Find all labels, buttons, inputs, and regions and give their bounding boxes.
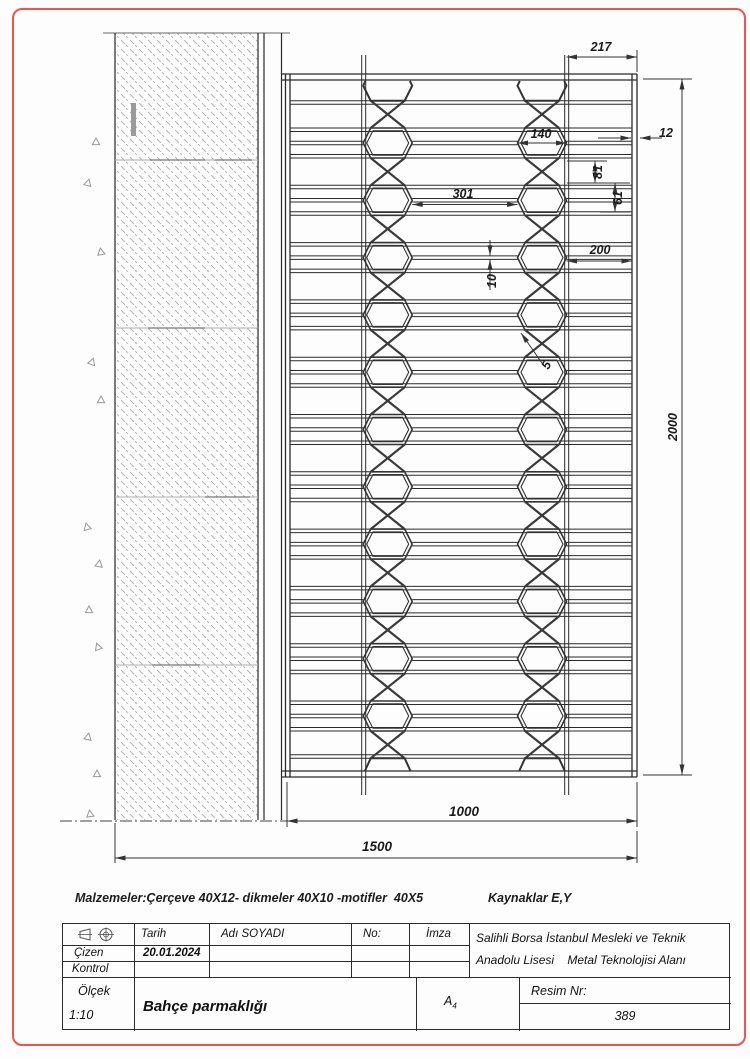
dim-1000: 1000 <box>448 804 480 819</box>
olcek-label: Ölçek <box>78 984 110 998</box>
wall-section <box>60 33 290 821</box>
drawing-title: Bahçe parmaklığı <box>143 998 268 1015</box>
resim-nr-label: Resim Nr: <box>531 984 587 998</box>
tarih-value: 20.01.2024 <box>143 947 201 959</box>
dim-217: 217 <box>590 40 612 54</box>
fence-pattern <box>282 55 637 795</box>
dim-12: 12 <box>659 126 673 140</box>
dim-2000: 2000 <box>666 413 680 441</box>
school-name-line1: Salihli Borsa İstanbul Mesleki ve Teknik <box>476 931 686 945</box>
title-block <box>62 923 730 1030</box>
dim-301: 301 <box>452 187 474 201</box>
dim-81: 81 <box>591 165 605 179</box>
tarih-label: Tarih <box>141 928 167 940</box>
dim-200: 200 <box>589 243 611 257</box>
school-name-line2: Anadolu Lisesi Metal Teknolojisi Alanı <box>476 953 686 967</box>
dim-5: 5 <box>538 358 555 372</box>
welds-note: Kaynaklar E,Y <box>488 891 572 905</box>
paper-size <box>444 994 457 1011</box>
dim-140: 140 <box>530 127 552 141</box>
olcek-value: 1:10 <box>69 1008 94 1022</box>
resim-nr-value: 389 <box>614 1009 636 1023</box>
materials-note: Malzemeler:Çerçeve 40X12- dikmeler 40X10 -motifler 40X5 <box>75 891 424 905</box>
name-label: Adı SOYADI <box>221 928 285 940</box>
imza-label: İmza <box>426 928 451 940</box>
kontrol-label: Kontrol <box>72 963 109 975</box>
paper-size-letter: A <box>444 994 453 1008</box>
dim-61: 61 <box>611 191 625 205</box>
dim-10: 10 <box>485 274 499 288</box>
dim-1500: 1500 <box>361 839 393 854</box>
no-label: No: <box>363 928 381 940</box>
projection-symbol-icon <box>77 927 121 943</box>
cizen-label: Çizen <box>74 947 104 959</box>
paper-size-number: 4 <box>452 1001 457 1011</box>
